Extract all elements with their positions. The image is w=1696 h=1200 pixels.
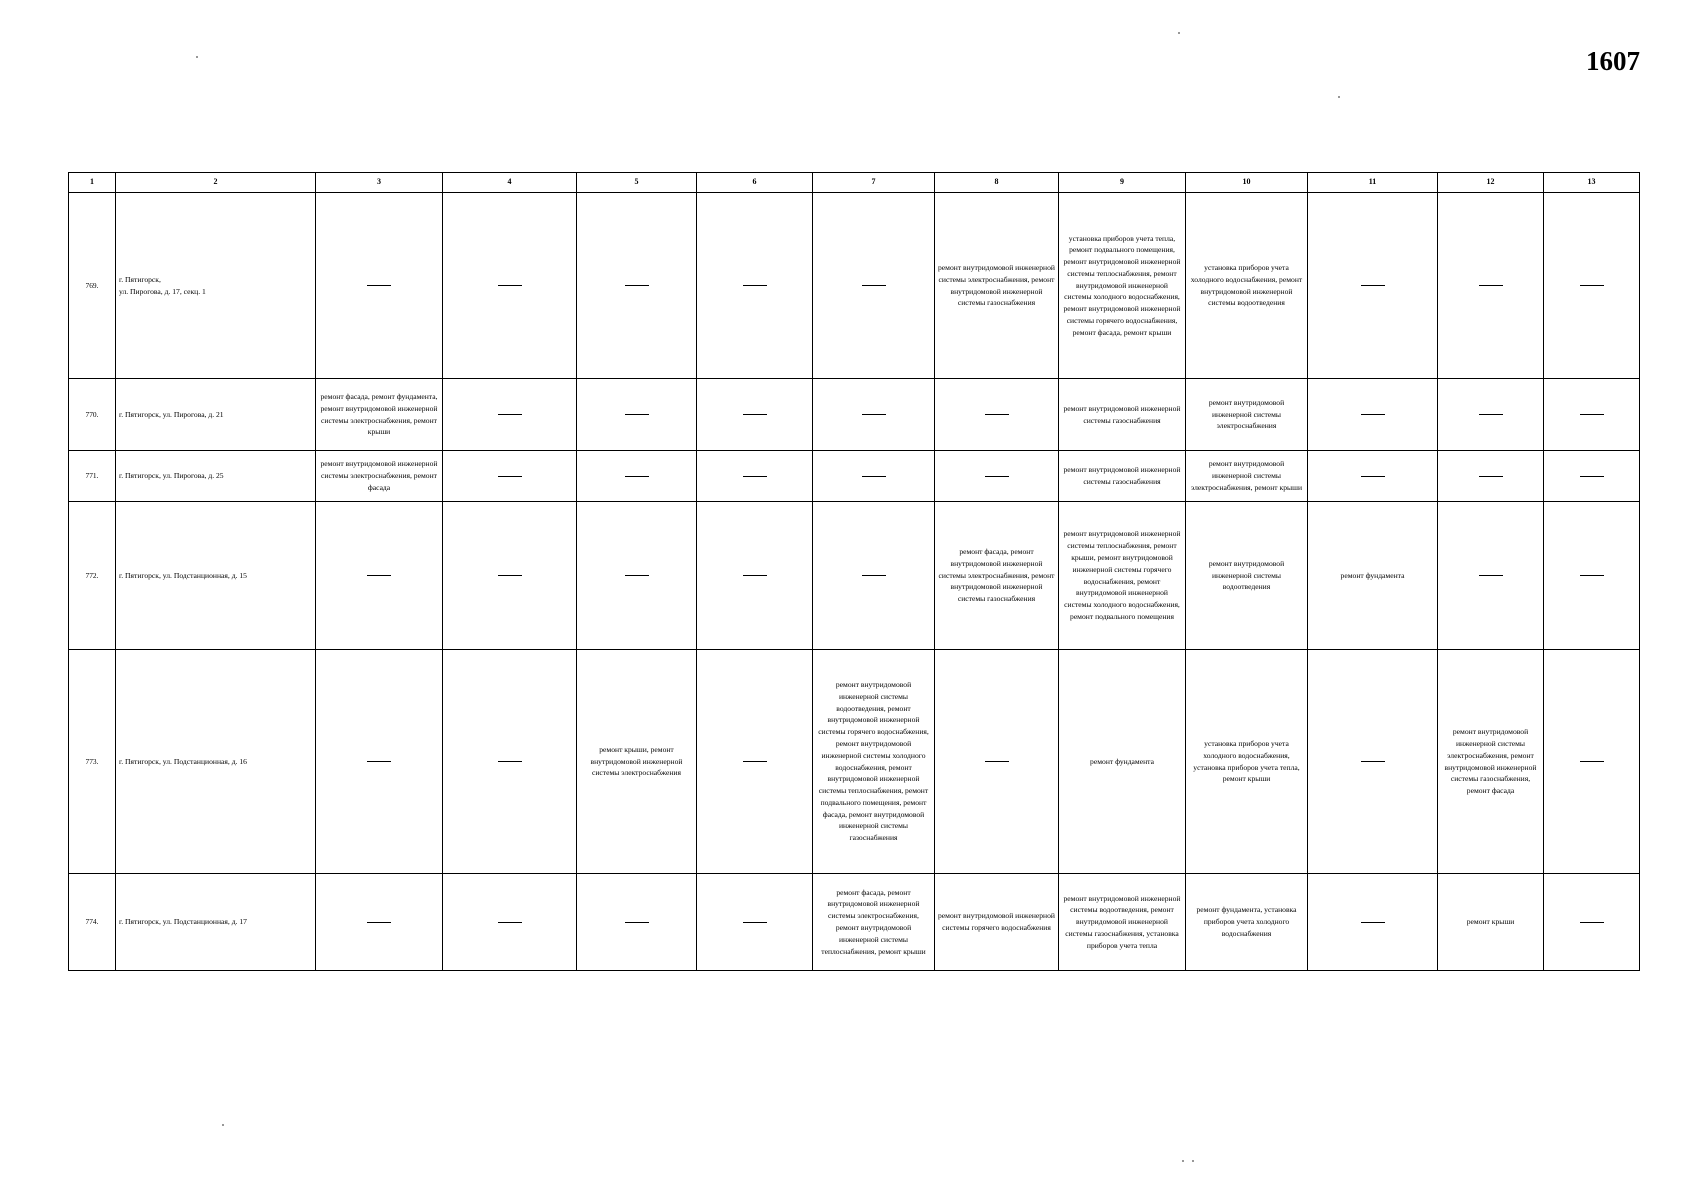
empty-cell (1438, 451, 1544, 502)
column-header: 12 (1438, 173, 1544, 193)
address-cell: г. Пятигорск, ул. Пирогова, д. 21 (116, 379, 316, 451)
dash-mark (498, 761, 522, 762)
work-cell: ремонт внутридомовой инженерной системы горячего водоснабжения (935, 874, 1059, 971)
empty-cell (935, 379, 1059, 451)
address-cell: г. Пятигорск, ул. Пирогова, д. 25 (116, 451, 316, 502)
column-header: 13 (1544, 173, 1640, 193)
dash-mark (743, 922, 767, 923)
empty-cell (813, 193, 935, 379)
dash-mark (498, 476, 522, 477)
dash-mark (625, 575, 649, 576)
empty-cell (1308, 874, 1438, 971)
table-row (69, 193, 1640, 379)
work-cell: ремонт крыши (1438, 874, 1544, 971)
dash-mark (1479, 476, 1503, 477)
page-number: 1607 (1586, 46, 1640, 76)
work-cell: ремонт внутридомовой инженерной системы теплоснабжения, ремонт крыши, ремонт внутридомовой инженерной системы горячего водоснабжения, ремонт внутридомовой инженерной системы холодного водоснабжения, ремонт подвального помещения (1059, 502, 1186, 650)
column-header: 6 (697, 173, 813, 193)
empty-cell (1544, 379, 1640, 451)
empty-cell (443, 650, 577, 874)
empty-cell (316, 650, 443, 874)
dash-mark (1580, 761, 1604, 762)
dash-mark (862, 476, 886, 477)
row-number: 771. (69, 451, 116, 502)
empty-cell (1308, 193, 1438, 379)
dash-mark (985, 476, 1009, 477)
repair-register-table (68, 172, 1640, 971)
dash-mark (743, 761, 767, 762)
dash-mark (498, 285, 522, 286)
work-cell: ремонт внутридомовой инженерной системы водоотведения (1186, 502, 1308, 650)
dash-mark (625, 476, 649, 477)
work-cell: ремонт крыши, ремонт внутридомовой инженерной системы электроснабжения (577, 650, 697, 874)
empty-cell (1438, 379, 1544, 451)
work-cell: ремонт фасада, ремонт фундамента, ремонт внутридомовой инженерной системы электроснабжения, ремонт крыши (316, 379, 443, 451)
empty-cell (1308, 379, 1438, 451)
column-header: 3 (316, 173, 443, 193)
work-cell: ремонт внутридомовой инженерной системы электроснабжения, ремонт внутридомовой инженерной системы газоснабжения (935, 193, 1059, 379)
dash-mark (367, 922, 391, 923)
dash-mark (498, 922, 522, 923)
column-header: 5 (577, 173, 697, 193)
work-cell: установка приборов учета холодного водоснабжения, установка приборов учета тепла, ремонт крыши (1186, 650, 1308, 874)
empty-cell (697, 650, 813, 874)
table-row (69, 451, 1640, 502)
empty-cell (577, 379, 697, 451)
empty-cell (1308, 451, 1438, 502)
address-cell: г. Пятигорск, ул. Подстанционная, д. 15 (116, 502, 316, 650)
empty-cell (697, 502, 813, 650)
dash-mark (367, 285, 391, 286)
empty-cell (577, 451, 697, 502)
empty-cell (577, 193, 697, 379)
column-header: 11 (1308, 173, 1438, 193)
table-row (69, 379, 1640, 451)
dash-mark (498, 414, 522, 415)
empty-cell (316, 193, 443, 379)
dash-mark (862, 575, 886, 576)
empty-cell (697, 451, 813, 502)
dash-mark (1580, 414, 1604, 415)
table-row (69, 874, 1640, 971)
empty-cell (577, 874, 697, 971)
work-cell: ремонт фасада, ремонт внутридомовой инженерной системы электроснабжения, ремонт внутридомовой инженерной системы теплоснабжения, ремонт крыши (813, 874, 935, 971)
dash-mark (1361, 922, 1385, 923)
empty-cell (1544, 193, 1640, 379)
dash-mark (1361, 414, 1385, 415)
empty-cell (1438, 502, 1544, 650)
work-cell: ремонт внутридомовой инженерной системы газоснабжения (1059, 379, 1186, 451)
empty-cell (1438, 193, 1544, 379)
row-number: 770. (69, 379, 116, 451)
empty-cell (1544, 874, 1640, 971)
work-cell: ремонт внутридомовой инженерной системы водоотведения, ремонт внутридомовой инженерной системы горячего водоснабжения, ремонт внутридомовой инженерной системы холодного водоснабжения, ремонт внутридомовой инженерной системы теплоснабжения, ремонт подвального помещения, ремонт фасада, ремонт внутридомовой инженерной системы газоснабжения (813, 650, 935, 874)
dash-mark (1580, 922, 1604, 923)
empty-cell (1308, 650, 1438, 874)
work-cell: ремонт фундамента, установка приборов учета холодного водоснабжения (1186, 874, 1308, 971)
work-cell: ремонт внутридомовой инженерной системы водоотведения, ремонт внутридомовой инженерной системы газоснабжения, установка приборов учета тепла (1059, 874, 1186, 971)
empty-cell (316, 874, 443, 971)
row-number: 772. (69, 502, 116, 650)
dash-mark (985, 761, 1009, 762)
dash-mark (1479, 414, 1503, 415)
dash-mark (743, 476, 767, 477)
empty-cell (935, 451, 1059, 502)
column-header: 4 (443, 173, 577, 193)
column-header: 1 (69, 173, 116, 193)
dash-mark (1580, 575, 1604, 576)
dash-mark (862, 414, 886, 415)
empty-cell (443, 874, 577, 971)
dash-mark (625, 922, 649, 923)
work-cell: ремонт фундамента (1308, 502, 1438, 650)
column-header: 9 (1059, 173, 1186, 193)
empty-cell (813, 379, 935, 451)
table-row (69, 650, 1640, 874)
empty-cell (1544, 502, 1640, 650)
dash-mark (625, 285, 649, 286)
scan-speck (222, 1124, 224, 1126)
empty-cell (697, 874, 813, 971)
empty-cell (443, 451, 577, 502)
column-header: 2 (116, 173, 316, 193)
row-number: 774. (69, 874, 116, 971)
empty-cell (316, 502, 443, 650)
dash-mark (1361, 761, 1385, 762)
dash-mark (985, 414, 1009, 415)
empty-cell (813, 451, 935, 502)
empty-cell (697, 379, 813, 451)
table-row (69, 502, 1640, 650)
dash-mark (625, 414, 649, 415)
scan-speck (1192, 1160, 1194, 1162)
dash-mark (367, 761, 391, 762)
row-number: 773. (69, 650, 116, 874)
dash-mark (1361, 285, 1385, 286)
dash-mark (1580, 476, 1604, 477)
dash-mark (743, 285, 767, 286)
dash-mark (1479, 575, 1503, 576)
scan-speck (196, 56, 198, 58)
scan-speck (1182, 1160, 1184, 1162)
empty-cell (443, 502, 577, 650)
work-cell: ремонт внутридомовой инженерной системы электроснабжения, ремонт фасада (316, 451, 443, 502)
dash-mark (1479, 285, 1503, 286)
dash-mark (743, 575, 767, 576)
dash-mark (1361, 476, 1385, 477)
empty-cell (935, 650, 1059, 874)
column-header: 7 (813, 173, 935, 193)
empty-cell (813, 502, 935, 650)
scan-speck (1338, 96, 1340, 98)
work-cell: ремонт фундамента (1059, 650, 1186, 874)
dash-mark (862, 285, 886, 286)
empty-cell (577, 502, 697, 650)
work-cell: ремонт фасада, ремонт внутридомовой инженерной системы электроснабжения, ремонт внутридомовой инженерной системы газоснабжения (935, 502, 1059, 650)
empty-cell (1544, 451, 1640, 502)
column-header: 10 (1186, 173, 1308, 193)
empty-cell (1544, 650, 1640, 874)
dash-mark (743, 414, 767, 415)
empty-cell (697, 193, 813, 379)
address-cell: г. Пятигорск, ул. Пирогова, д. 17, секц. 1 (116, 193, 316, 379)
dash-mark (1580, 285, 1604, 286)
work-cell: ремонт внутридомовой инженерной системы электроснабжения (1186, 379, 1308, 451)
address-cell: г. Пятигорск, ул. Подстанционная, д. 17 (116, 874, 316, 971)
address-cell: г. Пятигорск, ул. Подстанционная, д. 16 (116, 650, 316, 874)
dash-mark (367, 575, 391, 576)
work-cell: ремонт внутридомовой инженерной системы газоснабжения (1059, 451, 1186, 502)
column-number-row (69, 173, 1640, 193)
empty-cell (443, 193, 577, 379)
scan-speck (1178, 32, 1180, 34)
work-cell: ремонт внутридомовой инженерной системы электроснабжения, ремонт крыши (1186, 451, 1308, 502)
work-cell: ремонт внутридомовой инженерной системы электроснабжения, ремонт внутридомовой инженерной системы газоснабжения, ремонт фасада (1438, 650, 1544, 874)
work-cell: установка приборов учета тепла, ремонт подвального помещения, ремонт внутридомовой инженерной системы теплоснабжения, ремонт внутридомовой инженерной системы холодного водоснабжения, ремонт внутридомовой инженерной системы горячего водоснабжения, ремонт фасада, ремонт крыши (1059, 193, 1186, 379)
work-cell: установка приборов учета холодного водоснабжения, ремонт внутридомовой инженерной системы водоотведения (1186, 193, 1308, 379)
row-number: 769. (69, 193, 116, 379)
empty-cell (443, 379, 577, 451)
dash-mark (498, 575, 522, 576)
column-header: 8 (935, 173, 1059, 193)
